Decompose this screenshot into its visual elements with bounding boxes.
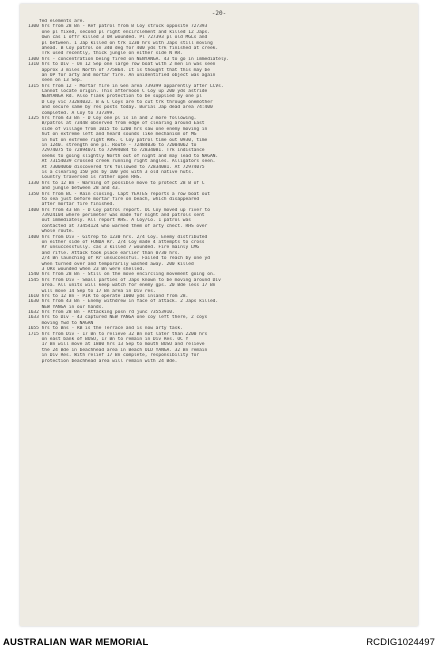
text-line: 17 Bn will move at 1800 hrs 13 Sep to mouth BUSU and relieve <box>28 342 205 348</box>
text-line: At 73154039 crossed creek running right angles. Alligators seen. <box>28 159 216 165</box>
text-line: side of village from 1015 to 1200 hrs saw one enemy moving in <box>28 126 208 132</box>
text-line: NEW YANGA in our hands. <box>28 304 105 310</box>
text-line: seems to going slightly North out of night and may lead to NAGAN. <box>28 153 219 159</box>
text-line: seen on 13 Sep. <box>28 78 83 84</box>
text-line: At 73004060 discovered trk followed to 72834081. At 72974075 <box>28 164 205 170</box>
text-line: 1400 hrs from 43 Bn - D Coy patrol report. OC Coy moved up river to <box>28 207 210 213</box>
text-line: 1350 hrs from BC - Rain closing. Capt YEATES reports a row boat out <box>28 191 210 197</box>
record-id: RCDIG1024497 <box>366 637 435 648</box>
text-line: 1610 hrs to 12 Bn - PIR to operate 1000 yds inland from 28. <box>28 293 189 299</box>
text-line: 1400 hrs from Div - Gitrep to 1230 hrs. 2/4 Coy. Enemy distributed <box>28 234 208 240</box>
text-line: hut on extreme left and heard sounds like mechanism of MG <box>28 132 197 138</box>
text-line: in hut on extreme right RHS. C Coy patrol time out 0930, time <box>28 137 208 143</box>
text-line: completed. A Coy to 737399. <box>28 110 115 116</box>
text-line: 73924104 where perimeter was made for night and patrols sent <box>28 213 205 219</box>
text-line: 1545 hrs from Div - Small parties of Japs known to be moving around Div <box>28 277 221 283</box>
archive-name: AUSTRALIAN WAR MEMORIAL <box>3 637 149 648</box>
text-line: 1310 hrs to Div - On 12 Sep one large row boat with 2 men in was seen <box>28 62 216 68</box>
text-line: Rr unsuccessfully. cas 3 killed 7 wounded. Fire mainly LMG <box>28 245 200 251</box>
text-line: D Coy vic 73284032. B & C Coys are to cut trk through onemother <box>28 99 213 105</box>
text-line: 1632 hrs from 28 Bn - Attacking posn rd junc 73553910. <box>28 310 175 316</box>
text-line: NENYANGA Rd. Also flank protection to be supplied by one pl <box>28 94 202 100</box>
text-line: in 1240. strength one pl. Route - 72484036 to 72004062 to <box>28 142 197 148</box>
text-line: 1715 hrs from Div - 17 Bn to relieve 32 Bn not later than 2200 hrs <box>28 331 208 337</box>
text-line: 1655 hrs to Bns - RB is the Terrace and is now arty task. <box>28 326 183 332</box>
text-line: Country traversed is rather open RHS. <box>28 175 143 181</box>
text-line: 1630 hrs from 43 Bn - Enemy withdrew in face of attack. 2 Japs killed. <box>28 299 219 305</box>
text-line: 1633 hrs to Div - 43 captured NEW YANGA one coy left there, 2 coys <box>28 315 208 321</box>
text-line: in Div Res. With relief 17 Bn complete, responsibility for <box>28 353 200 359</box>
text-line: Trk used recently, thick jungle on either side N RR. <box>28 51 183 57</box>
text-line: area. All units will keep watch for enemy gps. 20 Bde less 17 Bn <box>28 283 216 289</box>
text-line: one pl fixed, second pl right encirclement and killed 12 Japs. <box>28 29 210 35</box>
text-line: pl between. 1 Jap killed on trk 1230 hrs with Japs still moving <box>28 40 213 46</box>
text-line: and rifle. Attack took place earlier than 0730 hrs. <box>28 250 181 256</box>
text-line: out immediately. All report RHS. A Coy/Co. 1 patrol was <box>28 218 191 224</box>
text-line: on either side of FUNDA Rr. 2/4 Coy made 4 attempts to cross <box>28 240 205 246</box>
text-line: moving fwd to NAGAN <box>28 320 94 326</box>
text-line: 1300 hrs from 28 Bn - Ref patrol from B Coy struck opposite 727393 <box>28 24 208 30</box>
text-line: Own cas 1 offr killed 3 OR wounded. Pl 727393 pl old MGLs and <box>28 35 208 41</box>
footer-bar <box>0 631 438 654</box>
text-line: is a clearing 150 yds by 100 yds with 3 old native huts. <box>28 169 194 175</box>
text-line: approx 3 miles North of 775864. It is thought that this may be <box>28 67 210 73</box>
text-line: fed elements are. <box>28 19 86 24</box>
page-number: -20- <box>211 10 227 17</box>
text-line: to sea just before mortar fire on beach, which disappeared <box>28 196 200 202</box>
text-line: Cannot locate origin. This afternoon C Coy up 200 yds astride <box>28 89 208 95</box>
text-line: and secure same by res posts today. Burial Jap dead area 74:400 <box>28 105 213 111</box>
text-line: 1300 hrs - concentration being fired on NENYANGA. 43 to go in immediately. <box>28 56 229 62</box>
document-page <box>20 4 418 626</box>
text-line: 3 ORs wounded when 23 Bn were shelled. <box>28 266 145 272</box>
text-line: 1330 hrs to 12 Bn - Warning of possible move to protect 28 B of C <box>28 180 205 186</box>
text-line: 2/4 Bn launching of Rr unsuccessful. Failed to reach by one yd <box>28 256 210 262</box>
text-line: 1315 hrs from 12 - Mortar fire in Gen area 739399 apparently after LCVs. <box>28 83 224 89</box>
text-line: the 24 Bde in beachhead area in Beach OLD YANGA. 32 Bn remain <box>28 347 208 353</box>
text-line: whole route. <box>28 229 75 235</box>
text-line: ahead. B Coy patrol on 340 deg for 400 yds trk finished at creek. <box>28 45 219 51</box>
text-line: will move 14 Sep to 17 Bn area in Div res. <box>28 288 156 294</box>
text-line: protection beachhead area will remain with 24 Bde. <box>28 358 178 364</box>
text-line: on east bank of BUSU, 17 Bn to remain in Div Res. OC Y <box>28 337 189 343</box>
text-line: 72974075 to 72894071 to 72994084 to 72834081. Trk indistance <box>28 148 205 154</box>
text-line: and jungle between 28 and 43. <box>28 186 121 192</box>
text-line: when turned over and temporarily washed away. 200 killed <box>28 261 194 267</box>
war-diary-text <box>28 19 412 364</box>
text-line: 1325 hrs from 43 Bn - D Coy one pl is in and 2 more following. <box>28 116 197 122</box>
text-line: B/patrol at 73448 observed from edge of clearing around East <box>28 121 205 127</box>
text-line: an OP for arty and mortar fire. An unidentified object was again <box>28 72 216 78</box>
text-line: 1540 hrs from 28 Bn - Still on the move encircling movement going on. <box>28 272 216 278</box>
text-line: contacted at 73454124 who warned them of arty chect. RHS over <box>28 223 208 229</box>
text-line: after mortar fire finished. <box>28 202 115 208</box>
